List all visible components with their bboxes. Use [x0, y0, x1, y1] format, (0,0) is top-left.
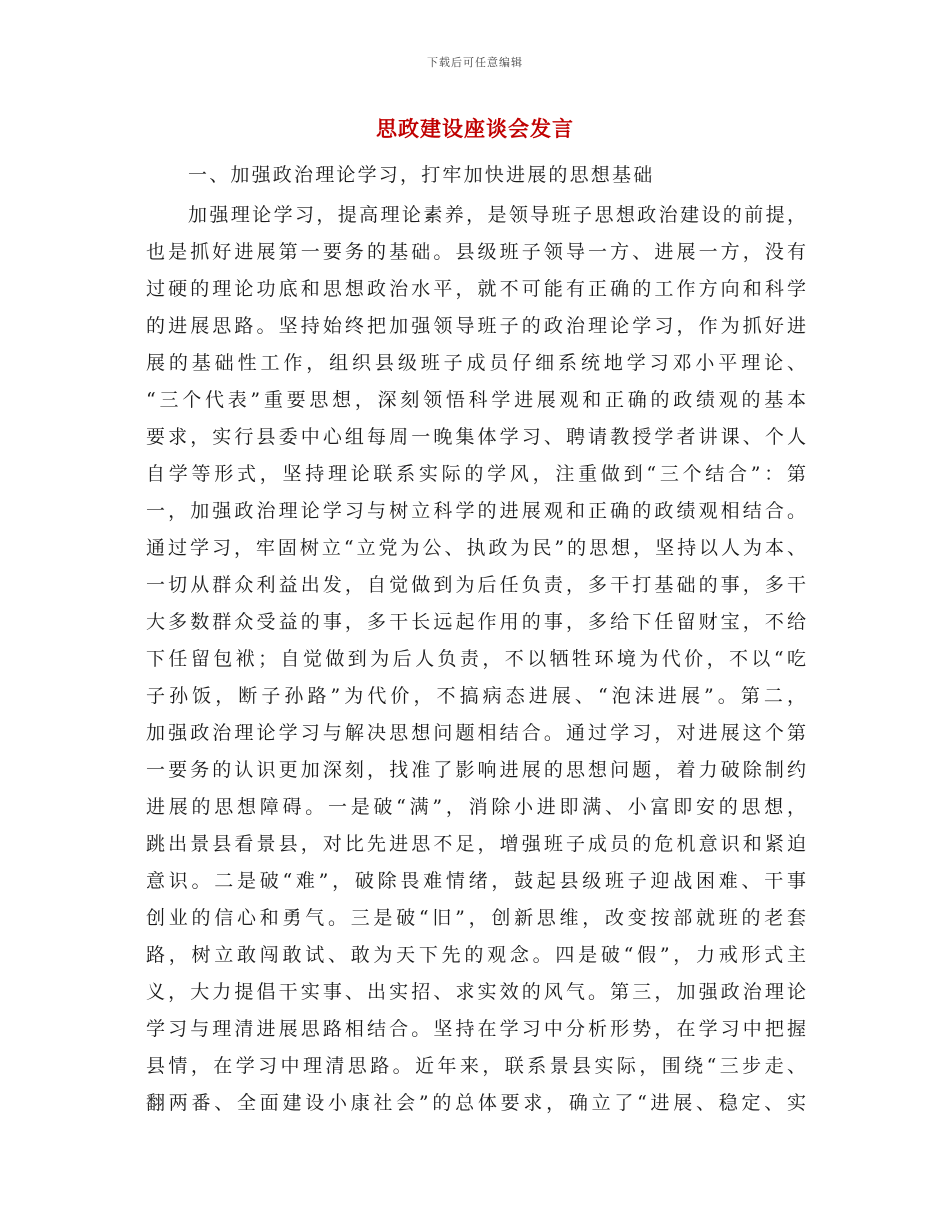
body-line: 跳出景县看景县，对比先进思不足，增强班子成员的危机意识和紧迫: [146, 833, 806, 855]
body-line: 展的基础性工作，组织县级班子成员仔细系统地学习邓小平理论、: [146, 352, 806, 374]
body-line: 过硬的理论功底和思想政治水平，就不可能有正确的工作方向和科学: [146, 278, 806, 300]
body-text: [146, 197, 806, 1122]
body-line: 加强政治理论学习与解决思想问题相结合。通过学习，对进展这个第: [146, 722, 806, 744]
page-header-note: 下载后可任意编辑: [427, 56, 523, 69]
body-line: 一切从群众利益出发，自觉做到为后任负责，多干打基础的事，多干: [146, 574, 806, 596]
body-line: 大多数群众受益的事，多干长远起作用的事，多给下任留财宝，不给: [146, 611, 806, 633]
body-line: 通过学习，牢固树立“立党为公、执政为民”的思想，坚持以人为本、: [146, 537, 806, 559]
body-line: 下任留包袱；自觉做到为后人负责，不以牺牲环境为代价，不以“吃: [146, 648, 806, 670]
body-line: 一要务的认识更加深刻，找准了影响进展的思想问题，着力破除制约: [146, 759, 806, 781]
body-line: 一，加强政治理论学习与树立科学的进展观和正确的政绩观相结合。: [146, 500, 806, 522]
section-heading: 一、加强政治理论学习，打牢加快进展的思想基础: [188, 164, 655, 186]
body-line: 路，树立敢闯敢试、敢为天下先的观念。四是破“假”，力戒形式主: [146, 944, 806, 966]
body-line: 加强理论学习，提高理论素养，是领导班子思想政治建设的前提，: [188, 204, 806, 226]
body-line: 自学等形式，坚持理论联系实际的学风，注重做到“三个结合”：第: [146, 463, 806, 485]
body-line: 也是抓好进展第一要务的基础。县级班子领导一方、进展一方，没有: [146, 241, 806, 263]
document-title: 思政建设座谈会发言: [376, 116, 574, 141]
body-line: 学习与理清进展思路相结合。坚持在学习中分析形势，在学习中把握: [146, 1018, 806, 1040]
body-line: 要求，实行县委中心组每周一晚集体学习、聘请教授学者讲课、个人: [146, 426, 806, 448]
body-line: 县情，在学习中理清思路。近年来，联系景县实际，围绕“三步走、: [146, 1055, 806, 1077]
body-line: 意识。二是破“难”，破除畏难情绪，鼓起县级班子迎战困难、干事: [146, 870, 806, 892]
body-line: 创业的信心和勇气。三是破“旧”，创新思维，改变按部就班的老套: [146, 907, 806, 929]
body-line: 的进展思路。坚持始终把加强领导班子的政治理论学习，作为抓好进: [146, 315, 806, 337]
body-line: 进展的思想障碍。一是破“满”，消除小进即满、小富即安的思想，: [146, 796, 806, 818]
body-line: “三个代表”重要思想，深刻领悟科学进展观和正确的政绩观的基本: [146, 389, 806, 411]
body-line: 子孙饭，断子孙路”为代价，不搞病态进展、“泡沫进展”。第二，: [146, 685, 806, 707]
body-line: 义，大力提倡干实事、出实招、求实效的风气。第三，加强政治理论: [146, 981, 806, 1003]
body-line: 翻两番、全面建设小康社会”的总体要求，确立了“进展、稳定、实: [146, 1092, 806, 1114]
